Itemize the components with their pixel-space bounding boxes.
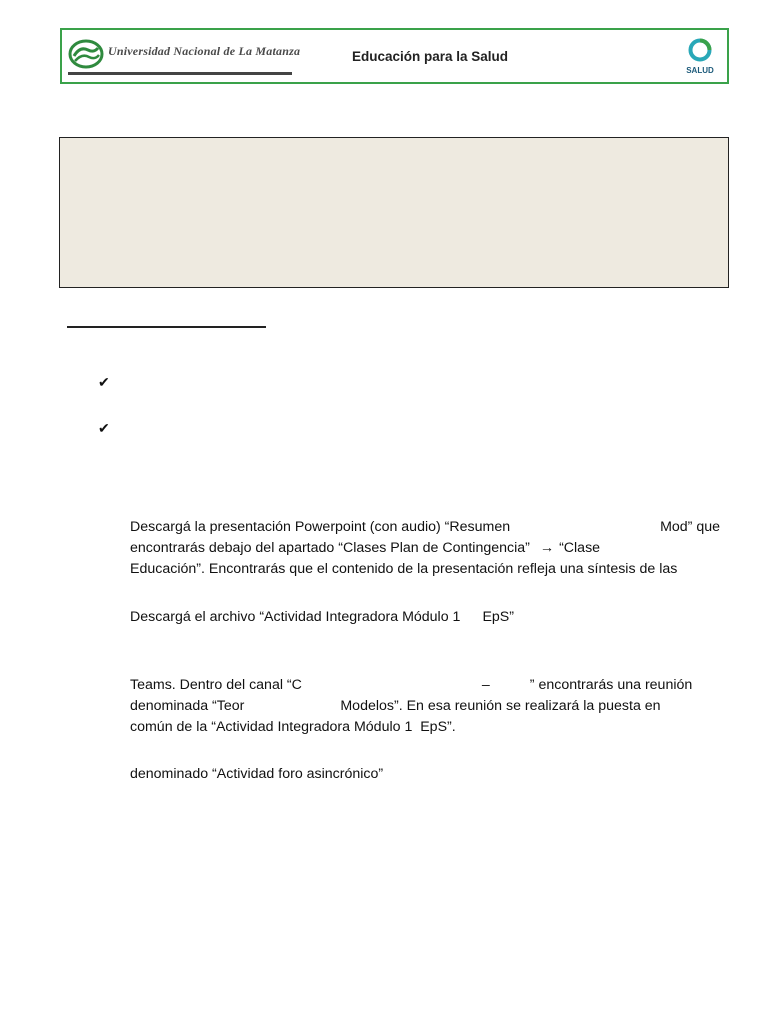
document-header <box>60 28 729 84</box>
course-title: Educación para la Salud <box>352 49 509 64</box>
salud-logo <box>685 38 715 75</box>
university-name: Universidad Nacional de La Matanza <box>108 44 301 58</box>
text-line: Teams. Dentro del canal “C <box>130 677 302 693</box>
paragraph-presentation <box>130 517 720 580</box>
highlight-box <box>59 137 729 288</box>
text-line: Modelos”. En esa reunión se realizará la puesta en <box>340 698 661 714</box>
paragraph-teams <box>130 675 720 738</box>
text-line: denominada “Teor <box>130 698 245 714</box>
text-line: encontrarás debajo del apartado “Clases Plan de Contingencia” <box>130 540 530 556</box>
section-underline <box>67 326 266 328</box>
text-line: – <box>481 677 490 693</box>
paragraph-download <box>130 607 720 628</box>
text-line: Descargá el archivo “Actividad Integradora Módulo 1 <box>130 609 461 625</box>
text-line: denominado “Actividad foro asincrónico” <box>130 766 384 782</box>
text-line: común de la “Actividad Integradora Módulo 1 EpS”. <box>130 719 456 735</box>
university-logo-icon <box>68 38 104 75</box>
text-line: Descargá la presentación Powerpoint (con audio) “Resumen <box>130 519 511 535</box>
text-line: “Clase <box>559 540 601 556</box>
salud-label: SALUD <box>686 66 714 75</box>
salud-ring-icon <box>686 38 714 62</box>
text-line: Educación”. Encontrarás que el contenido de la presentación refleja una síntesis de las <box>130 561 678 577</box>
arrow-right-icon: → <box>539 540 555 556</box>
text-line: ” encontrarás una reunión <box>529 677 693 693</box>
checkmark-icon: ✔ <box>98 374 110 390</box>
text-line: EpS” <box>482 609 514 625</box>
text-line: Mod” que <box>660 519 720 535</box>
paragraph-forum <box>130 764 720 785</box>
logo-underline <box>68 72 292 75</box>
checkmark-icon: ✔ <box>98 420 110 436</box>
